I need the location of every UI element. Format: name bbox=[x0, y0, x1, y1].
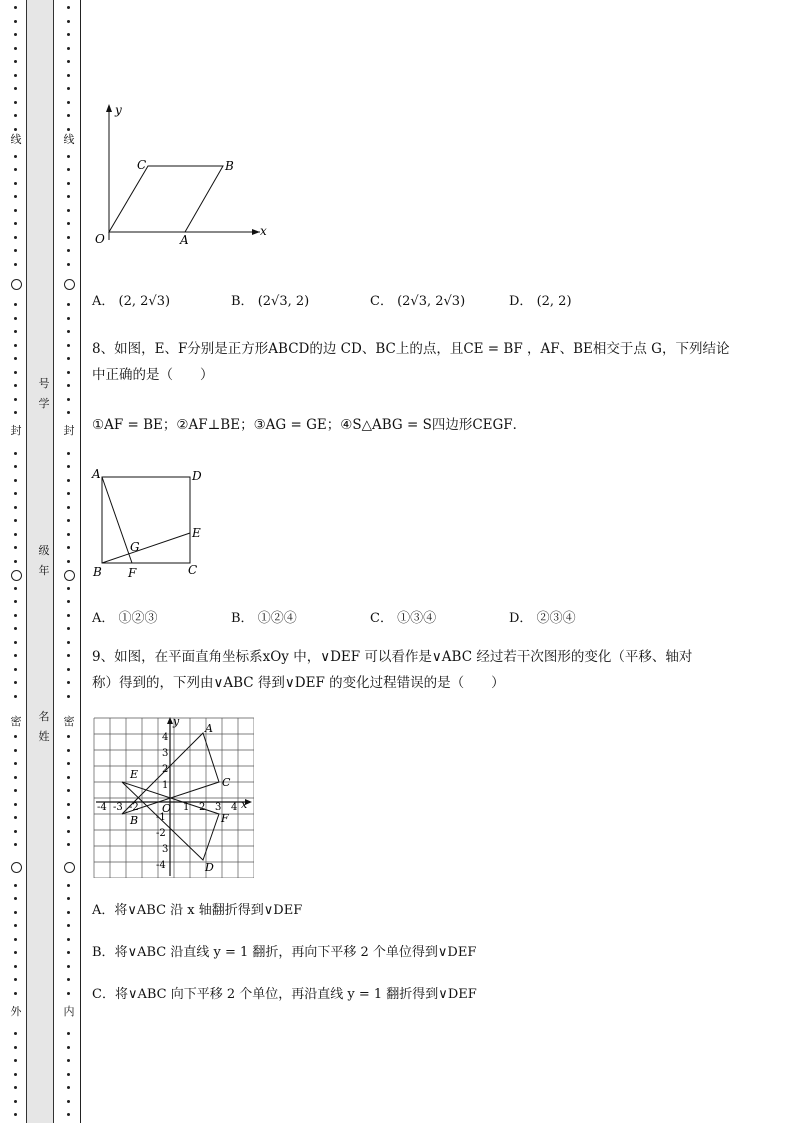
binding-dot bbox=[14, 938, 17, 941]
binding-dot bbox=[67, 614, 70, 617]
binding-dot bbox=[14, 47, 17, 50]
binding-dot bbox=[67, 47, 70, 50]
field-ming: 名 bbox=[38, 710, 50, 723]
binding-dot bbox=[14, 249, 17, 252]
binding-dot bbox=[67, 465, 70, 468]
binding-dot bbox=[14, 1086, 17, 1089]
binding-dot bbox=[14, 101, 17, 104]
binding-dot bbox=[14, 1046, 17, 1049]
field-nian: 年 bbox=[38, 564, 50, 577]
binding-dot bbox=[14, 681, 17, 684]
binding-dot bbox=[14, 168, 17, 171]
binding-dot bbox=[14, 600, 17, 603]
binding-dot bbox=[14, 6, 17, 9]
binding-dot bbox=[14, 195, 17, 198]
binding-dot bbox=[14, 128, 17, 131]
outer-dots-column bbox=[11, 0, 21, 1123]
q9-option-c[interactable]: C．将∨ABC 向下平移 2 个单位，再沿直线 y = 1 翻折得到∨DEF bbox=[92, 987, 477, 1002]
q7-option-b[interactable]: B． (2√3, 2) bbox=[231, 294, 310, 309]
binding-dot bbox=[14, 965, 17, 968]
binding-dot bbox=[14, 506, 17, 509]
q9-question-line2: 称）得到的，下列由∨ABC 得到∨DEF 的变化过程错误的是（ ） bbox=[92, 675, 505, 691]
q9-ytick-3: 3 bbox=[162, 748, 169, 759]
binding-dot bbox=[14, 735, 17, 738]
field-xing: 姓 bbox=[38, 730, 50, 743]
binding-dot bbox=[14, 492, 17, 495]
q8-option-b[interactable]: B． ①②④ bbox=[231, 611, 297, 626]
binding-dot bbox=[14, 330, 17, 333]
binding-dot bbox=[14, 411, 17, 414]
binding-shaded-strip bbox=[26, 0, 54, 1123]
binding-dot bbox=[14, 951, 17, 954]
binding-dot bbox=[67, 330, 70, 333]
outer-circle-2 bbox=[11, 570, 22, 581]
binding-dot bbox=[67, 965, 70, 968]
q9-ytick-1: 1 bbox=[162, 780, 169, 791]
binding-dot bbox=[67, 303, 70, 306]
binding-dot bbox=[14, 155, 17, 158]
binding-dot bbox=[14, 344, 17, 347]
binding-dot bbox=[67, 1100, 70, 1103]
field-hao: 号 bbox=[38, 377, 50, 390]
binding-dot bbox=[14, 924, 17, 927]
binding-dot bbox=[67, 1073, 70, 1076]
binding-dot bbox=[67, 762, 70, 765]
binding-dot bbox=[14, 317, 17, 320]
q7-label-B: B bbox=[225, 159, 234, 173]
binding-dot bbox=[14, 60, 17, 63]
q9-ytick-m1: -1 bbox=[156, 812, 166, 823]
binding-dot bbox=[67, 560, 70, 563]
binding-dot bbox=[67, 816, 70, 819]
binding-dot bbox=[67, 546, 70, 549]
outer-label-mi: 密 bbox=[10, 715, 22, 728]
q9-xtick-3: 3 bbox=[215, 802, 222, 813]
binding-dot bbox=[14, 803, 17, 806]
q7-label-A: A bbox=[180, 233, 189, 247]
binding-dot bbox=[67, 938, 70, 941]
binding-dot bbox=[67, 1032, 70, 1035]
q8-label-E: E bbox=[192, 526, 201, 540]
q9-xtick-m2: -2 bbox=[129, 802, 139, 813]
outer-label-wai: 外 bbox=[10, 1005, 22, 1018]
q8-option-a[interactable]: A． ①②③ bbox=[92, 611, 158, 626]
q7-parallelogram-figure bbox=[88, 100, 278, 250]
binding-dot bbox=[14, 1113, 17, 1116]
binding-dot bbox=[14, 668, 17, 671]
binding-dot bbox=[14, 479, 17, 482]
binding-dot bbox=[14, 978, 17, 981]
q9-xtick-m4: -4 bbox=[97, 802, 107, 813]
q7-label-O: O bbox=[95, 232, 105, 246]
binding-dot bbox=[14, 911, 17, 914]
q7-axis-x-label: x bbox=[260, 224, 267, 238]
q8-option-d[interactable]: D． ②③④ bbox=[509, 611, 576, 626]
binding-dot bbox=[14, 587, 17, 590]
binding-dot bbox=[14, 762, 17, 765]
binding-dot bbox=[67, 1046, 70, 1049]
binding-dot bbox=[67, 60, 70, 63]
q9-xtick-2: 2 bbox=[199, 802, 206, 813]
binding-dot bbox=[14, 465, 17, 468]
q9-ytick-2: 2 bbox=[162, 764, 169, 775]
inner-dots-column bbox=[64, 0, 74, 1123]
binding-dot bbox=[67, 533, 70, 536]
binding-border-line bbox=[80, 0, 81, 1123]
binding-dot bbox=[14, 533, 17, 536]
binding-dot bbox=[14, 87, 17, 90]
binding-dot bbox=[67, 884, 70, 887]
binding-dot bbox=[67, 384, 70, 387]
binding-dot bbox=[14, 209, 17, 212]
binding-dot bbox=[67, 897, 70, 900]
binding-dot bbox=[67, 222, 70, 225]
binding-dot bbox=[67, 344, 70, 347]
q7-option-c[interactable]: C． (2√3, 2√3) bbox=[370, 294, 466, 309]
binding-dot bbox=[14, 1032, 17, 1035]
binding-dot bbox=[67, 681, 70, 684]
outer-circle-1 bbox=[11, 279, 22, 290]
binding-dot bbox=[14, 236, 17, 239]
q9-coordinate-grid-figure bbox=[92, 716, 254, 878]
binding-dot bbox=[67, 587, 70, 590]
binding-dot bbox=[67, 749, 70, 752]
inner-circle-3 bbox=[64, 862, 75, 873]
binding-dot bbox=[67, 668, 70, 671]
inner-label-mi: 密 bbox=[63, 715, 75, 728]
binding-dot bbox=[67, 87, 70, 90]
binding-dot bbox=[67, 209, 70, 212]
inner-circle-1 bbox=[64, 279, 75, 290]
q9-ytick-m2: -2 bbox=[156, 828, 166, 839]
q9-label-O: O bbox=[162, 802, 172, 815]
q8-label-D: D bbox=[192, 469, 202, 483]
binding-dot bbox=[14, 74, 17, 77]
q9-label-B: B bbox=[130, 814, 139, 827]
inner-label-feng: 封 bbox=[63, 424, 75, 437]
q8-label-F: F bbox=[128, 566, 137, 580]
binding-dot bbox=[14, 263, 17, 266]
binding-dot bbox=[14, 789, 17, 792]
binding-dot bbox=[14, 114, 17, 117]
binding-dot bbox=[14, 357, 17, 360]
binding-dot bbox=[14, 33, 17, 36]
binding-dot bbox=[67, 776, 70, 779]
binding-dot bbox=[67, 506, 70, 509]
binding-dot bbox=[67, 168, 70, 171]
binding-dot bbox=[14, 776, 17, 779]
binding-dot bbox=[14, 749, 17, 752]
binding-dot bbox=[67, 479, 70, 482]
binding-dot bbox=[14, 830, 17, 833]
q9-label-F: F bbox=[221, 812, 229, 825]
binding-dot bbox=[14, 560, 17, 563]
binding-dot bbox=[14, 384, 17, 387]
binding-dot bbox=[67, 371, 70, 374]
binding-dot bbox=[14, 816, 17, 819]
binding-dot bbox=[67, 654, 70, 657]
outer-label-xian: 线 bbox=[10, 133, 22, 146]
binding-dot bbox=[67, 627, 70, 630]
binding-dot bbox=[14, 884, 17, 887]
binding-dot bbox=[67, 398, 70, 401]
binding-dot bbox=[14, 654, 17, 657]
q9-ytick-m3: 3 bbox=[162, 844, 169, 855]
q7-axis-y-label: y bbox=[115, 103, 122, 117]
binding-dot bbox=[14, 614, 17, 617]
binding-dot bbox=[14, 546, 17, 549]
binding-dot bbox=[67, 236, 70, 239]
binding-dot bbox=[67, 317, 70, 320]
q9-label-C: C bbox=[222, 776, 231, 789]
binding-dot bbox=[67, 641, 70, 644]
binding-dot bbox=[67, 411, 70, 414]
binding-dot bbox=[67, 1113, 70, 1116]
binding-dot bbox=[14, 1073, 17, 1076]
binding-dot bbox=[67, 249, 70, 252]
q9-xtick-m3: -3 bbox=[113, 802, 123, 813]
q9-question-line1: 9、如图，在平面直角坐标系xOy 中，∨DEF 可以看作是∨ABC 经过若干次图形的变化（平移、轴对 bbox=[92, 649, 693, 665]
binding-dot bbox=[14, 20, 17, 23]
binding-dot bbox=[67, 101, 70, 104]
inner-circle-2 bbox=[64, 570, 75, 581]
binding-dot bbox=[67, 74, 70, 77]
q9-label-A: A bbox=[205, 722, 213, 735]
binding-dot bbox=[14, 222, 17, 225]
inner-label-nei: 内 bbox=[63, 1005, 75, 1018]
binding-dot bbox=[14, 398, 17, 401]
binding-dot bbox=[14, 1059, 17, 1062]
binding-dot bbox=[14, 452, 17, 455]
q8-label-G: G bbox=[130, 540, 140, 554]
q9-xtick-1: 1 bbox=[183, 802, 190, 813]
inner-label-xian: 线 bbox=[63, 133, 75, 146]
q8-question-line2: 中正确的是（ ） bbox=[92, 367, 214, 383]
binding-dot bbox=[14, 897, 17, 900]
binding-dot bbox=[67, 195, 70, 198]
binding-dot bbox=[67, 155, 70, 158]
q8-label-B: B bbox=[93, 565, 102, 579]
binding-dot bbox=[67, 128, 70, 131]
field-ji: 级 bbox=[38, 544, 50, 557]
binding-dot bbox=[14, 182, 17, 185]
binding-dot bbox=[67, 843, 70, 846]
q9-label-D: D bbox=[205, 861, 214, 874]
q9-option-a[interactable]: A．将∨ABC 沿 x 轴翻折得到∨DEF bbox=[92, 903, 303, 918]
binding-dot bbox=[67, 924, 70, 927]
binding-dot bbox=[67, 263, 70, 266]
binding-dot bbox=[67, 600, 70, 603]
binding-dot bbox=[67, 357, 70, 360]
binding-dot bbox=[67, 803, 70, 806]
q9-ytick-4: 4 bbox=[162, 732, 169, 743]
binding-dot bbox=[67, 182, 70, 185]
binding-dot bbox=[67, 951, 70, 954]
binding-dot bbox=[67, 978, 70, 981]
q9-axis-x: x bbox=[241, 798, 248, 811]
binding-dot bbox=[67, 114, 70, 117]
q8-label-A: A bbox=[92, 467, 101, 481]
q8-question-line1: 8、如图，E、F分别是正方形ABCD的边 CD、BC上的点，且CE = BF ，AF、BE相交于点 G，下列结论 bbox=[92, 341, 730, 357]
binding-dot bbox=[14, 843, 17, 846]
binding-dot bbox=[67, 911, 70, 914]
binding-dot bbox=[67, 1086, 70, 1089]
binding-dot bbox=[67, 1059, 70, 1062]
binding-dot bbox=[67, 992, 70, 995]
binding-dot bbox=[67, 452, 70, 455]
binding-dot bbox=[67, 789, 70, 792]
binding-dot bbox=[67, 20, 70, 23]
binding-dot bbox=[14, 371, 17, 374]
binding-dot bbox=[67, 6, 70, 9]
q8-option-c[interactable]: C． ①③④ bbox=[370, 611, 437, 626]
binding-dot bbox=[14, 695, 17, 698]
binding-dot bbox=[67, 519, 70, 522]
binding-dot bbox=[14, 627, 17, 630]
field-xue: 学 bbox=[38, 397, 50, 410]
binding-dot bbox=[14, 519, 17, 522]
binding-dot bbox=[14, 992, 17, 995]
q7-option-a[interactable]: A． (2, 2√3) bbox=[92, 294, 171, 309]
binding-dot bbox=[67, 492, 70, 495]
q9-option-b[interactable]: B．将∨ABC 沿直线 y = 1 翻折，再向下平移 2 个单位得到∨DEF bbox=[92, 945, 477, 960]
q9-axis-y: y bbox=[173, 716, 180, 728]
outer-circle-3 bbox=[11, 862, 22, 873]
q8-label-C: C bbox=[188, 563, 198, 577]
q8-conclusions: ①AF = BE；②AF⊥BE；③AG = GE；④S△ABG = S四边形CEGF． bbox=[92, 417, 527, 433]
q9-ytick-m4: -4 bbox=[156, 860, 166, 871]
q9-xtick-4: 4 bbox=[231, 802, 238, 813]
binding-dot bbox=[14, 303, 17, 306]
outer-label-feng: 封 bbox=[10, 424, 22, 437]
binding-dot bbox=[67, 735, 70, 738]
binding-dot bbox=[67, 33, 70, 36]
q7-option-d[interactable]: D． (2, 2) bbox=[509, 294, 572, 309]
binding-dot bbox=[14, 1100, 17, 1103]
binding-dot bbox=[67, 830, 70, 833]
q9-label-E: E bbox=[130, 768, 139, 781]
binding-dot bbox=[14, 641, 17, 644]
q7-label-C: C bbox=[137, 158, 147, 172]
binding-dot bbox=[67, 695, 70, 698]
q8-square-figure bbox=[88, 465, 213, 583]
